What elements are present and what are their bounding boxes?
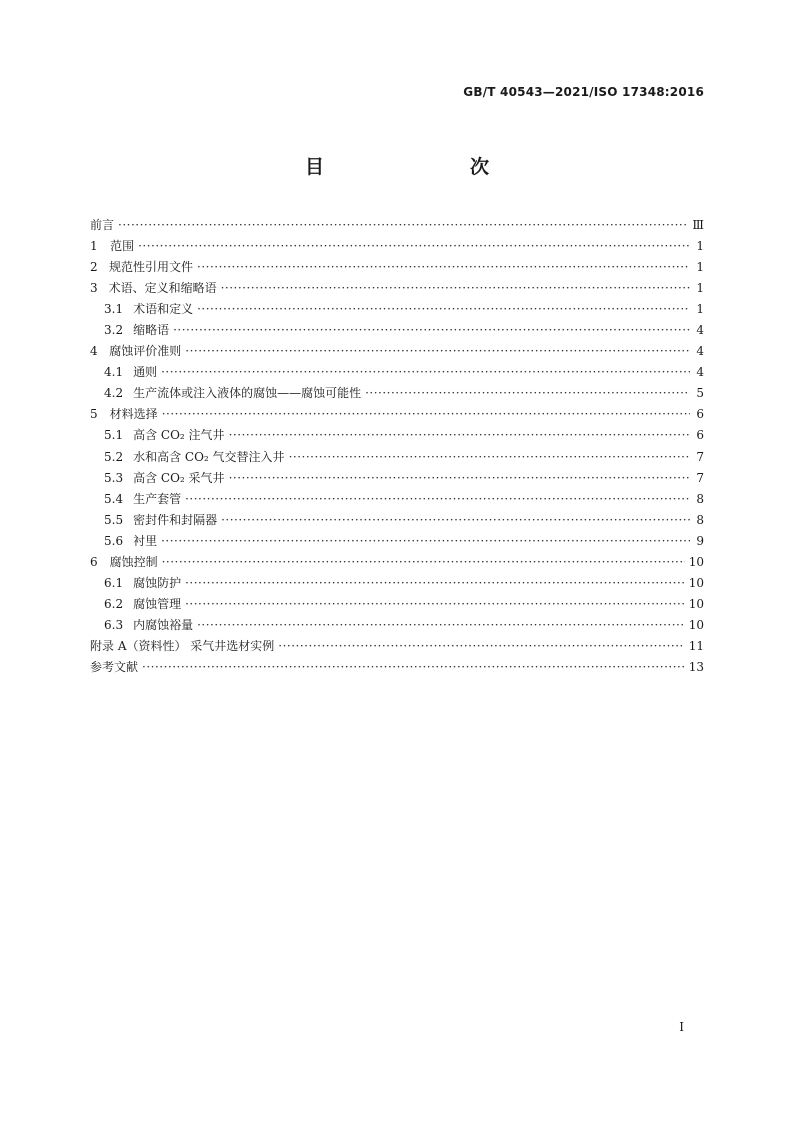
toc-entry-number: 4	[90, 344, 98, 359]
toc-entry-label: 规范性引用文件	[109, 260, 194, 275]
toc-entry-page: 4	[696, 365, 704, 380]
toc-entry-label: 腐蚀评价准则	[109, 344, 182, 359]
dot-leader	[161, 362, 690, 383]
table-of-contents	[90, 215, 704, 678]
toc-entry-number: 6.2	[104, 596, 124, 611]
toc-entry-number: 5.3	[104, 470, 124, 485]
toc-entry-number: 5.4	[104, 491, 124, 506]
toc-entry[interactable]	[90, 320, 704, 341]
toc-entry-number: 5.2	[104, 449, 124, 464]
dot-leader	[278, 636, 684, 657]
toc-entry-number: 5.6	[104, 533, 124, 548]
toc-entry-label: 腐蚀防护	[133, 575, 182, 590]
toc-entry-label: 参考文献	[90, 659, 139, 674]
dot-leader	[229, 468, 690, 489]
toc-entry-page: Ⅲ	[692, 218, 704, 232]
toc-entry-page: 11	[688, 638, 704, 653]
toc-entry-number: 6	[90, 554, 98, 569]
toc-entry-page: 8	[696, 491, 704, 506]
toc-entry-label: 前言	[90, 218, 115, 232]
toc-entry-page: 6	[696, 407, 704, 422]
toc-entry[interactable]	[90, 278, 704, 299]
toc-entry[interactable]	[90, 236, 704, 257]
dot-leader	[221, 278, 690, 299]
dot-leader	[162, 552, 685, 573]
toc-entry-page: 7	[696, 449, 704, 464]
toc-entry-label: 缩略语	[133, 323, 170, 338]
toc-entry[interactable]	[90, 341, 704, 362]
toc-entry-number: 6.1	[104, 575, 124, 590]
toc-entry[interactable]	[90, 531, 704, 552]
standard-code: GB/T 40543—2021/ISO 17348:2016	[463, 85, 704, 99]
toc-entry-label: 材料选择	[109, 407, 158, 422]
toc-entry-label: 范围	[110, 239, 135, 254]
toc-entry-label: 腐蚀控制	[109, 554, 158, 569]
toc-entry-label: 衬里	[133, 533, 158, 548]
toc-entry[interactable]	[90, 299, 704, 320]
dot-leader	[185, 489, 690, 510]
toc-entry-number: 6.3	[104, 617, 124, 632]
dot-leader	[229, 425, 690, 446]
dot-leader	[138, 236, 690, 257]
toc-entry-label: 附录 A（资料性） 采气井选材实例	[90, 638, 275, 653]
toc-entry-page: 6	[696, 428, 704, 443]
toc-entry-page: 1	[696, 281, 704, 296]
toc-entry-page: 8	[696, 512, 704, 527]
toc-entry-label: 高含 CO₂ 采气井	[133, 470, 225, 485]
dot-leader	[221, 510, 690, 531]
toc-entry[interactable]	[90, 552, 704, 573]
toc-entry[interactable]	[90, 404, 704, 425]
toc-entry-label: 通则	[133, 365, 158, 380]
toc-entry[interactable]	[90, 425, 704, 446]
dot-leader	[365, 383, 690, 404]
toc-entry-number: 1	[90, 239, 98, 254]
toc-entry-page: 13	[688, 659, 704, 674]
toc-entry-number: 3.2	[104, 323, 124, 338]
toc-entry-number: 3.1	[104, 302, 124, 317]
toc-entry-page: 4	[696, 323, 704, 338]
toc-entry-page: 5	[696, 386, 704, 401]
toc-entry-label: 腐蚀管理	[133, 596, 182, 611]
toc-entry[interactable]	[90, 383, 704, 404]
toc-entry-number: 5.5	[104, 512, 124, 527]
toc-entry-page: 7	[696, 470, 704, 485]
toc-entry[interactable]	[90, 573, 704, 594]
toc-entry-number: 5.1	[104, 428, 124, 443]
dot-leader	[161, 531, 690, 552]
toc-entry[interactable]	[90, 657, 704, 678]
toc-entry-page: 9	[696, 533, 704, 548]
toc-entry[interactable]	[90, 636, 704, 657]
dot-leader	[173, 320, 690, 341]
toc-entry-page: 1	[696, 260, 704, 275]
toc-entry[interactable]	[90, 257, 704, 278]
page-number: Ⅰ	[679, 1020, 684, 1034]
dot-leader	[162, 404, 690, 425]
toc-title: 目 次	[304, 156, 525, 178]
dot-leader	[289, 447, 690, 468]
toc-entry[interactable]	[90, 447, 704, 468]
toc-entry-number: 2	[90, 260, 98, 275]
toc-entry-label: 高含 CO₂ 注气井	[133, 428, 225, 443]
toc-entry[interactable]	[90, 215, 704, 236]
toc-entry-page: 10	[688, 617, 704, 632]
toc-entry-number: 4.2	[104, 386, 124, 401]
toc-entry-label: 内腐蚀裕量	[133, 617, 194, 632]
dot-leader	[185, 594, 685, 615]
toc-entry-page: 10	[688, 554, 704, 569]
dot-leader	[197, 615, 685, 636]
toc-entry[interactable]	[90, 489, 704, 510]
dot-leader	[197, 299, 690, 320]
toc-entry[interactable]	[90, 510, 704, 531]
toc-entry-number: 3	[90, 281, 98, 296]
toc-entry[interactable]	[90, 362, 704, 383]
toc-entry-number: 4.1	[104, 365, 124, 380]
toc-entry[interactable]	[90, 615, 704, 636]
dot-leader	[118, 215, 688, 236]
toc-entry-page: 10	[688, 575, 704, 590]
dot-leader	[185, 573, 685, 594]
toc-entry[interactable]	[90, 594, 704, 615]
dot-leader	[197, 257, 690, 278]
toc-entry-page: 1	[696, 302, 704, 317]
toc-entry-page: 10	[688, 596, 704, 611]
toc-entry-label: 密封件和封隔器	[133, 512, 218, 527]
dot-leader	[185, 341, 690, 362]
toc-entry-page: 4	[696, 344, 704, 359]
toc-entry-label: 生产流体或注入液体的腐蚀——腐蚀可能性	[133, 386, 362, 401]
toc-entry-number: 5	[90, 407, 98, 422]
toc-entry[interactable]	[90, 468, 704, 489]
dot-leader	[142, 657, 685, 678]
toc-entry-label: 术语、定义和缩略语	[108, 281, 217, 296]
toc-entry-label: 水和高含 CO₂ 气交替注入井	[133, 449, 285, 464]
toc-entry-label: 术语和定义	[133, 302, 194, 317]
toc-entry-label: 生产套管	[133, 491, 182, 506]
toc-entry-page: 1	[696, 239, 704, 254]
